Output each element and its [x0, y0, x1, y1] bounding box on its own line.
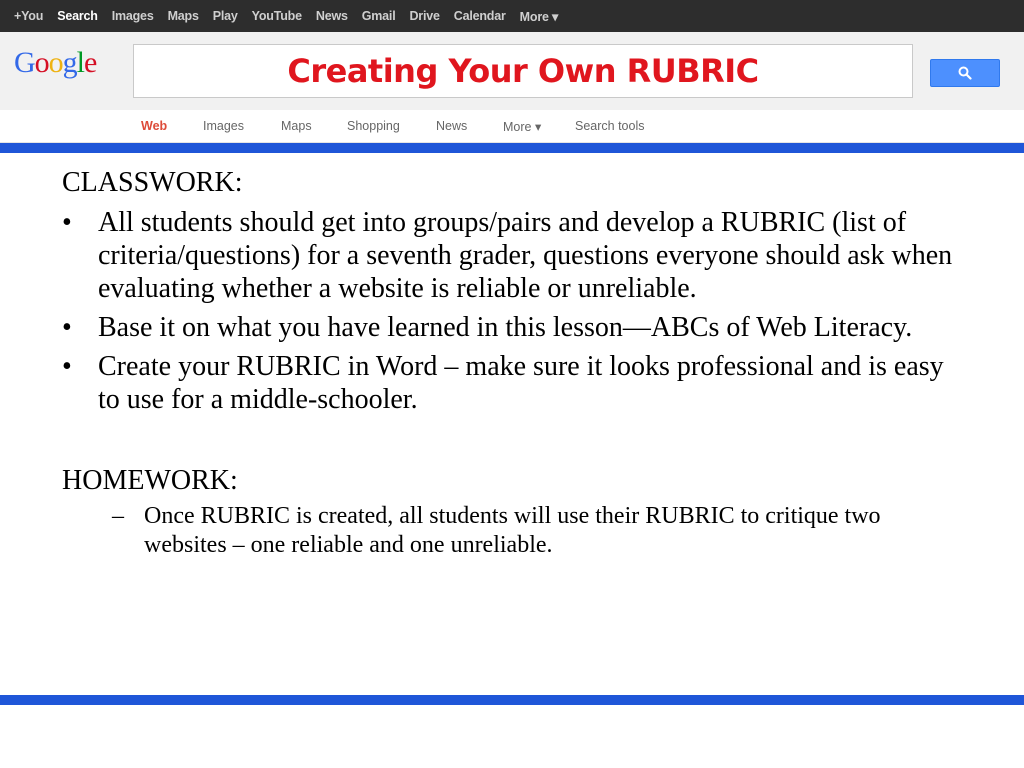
homework-item-text: Once RUBRIC is created, all students will use their RUBRIC to critique two websites – one reliable and one unreliable. — [144, 503, 881, 558]
homework-heading: HOMEWORK: — [62, 465, 238, 496]
topbar-item-play[interactable]: Play — [212, 9, 238, 23]
google-logo[interactable] — [14, 46, 96, 80]
topbar-item-more[interactable]: More ▾ — [519, 9, 559, 24]
topbar-item-search[interactable]: Search — [57, 9, 98, 23]
slide-body — [62, 166, 962, 560]
slide-title: Creating Your Own RUBRIC — [287, 52, 759, 90]
google-top-bar — [0, 0, 1024, 32]
tab-web[interactable]: Web — [141, 119, 168, 133]
bullet-marker: • — [62, 207, 72, 238]
tab-shopping[interactable]: Shopping — [347, 119, 400, 133]
bullet-marker: • — [62, 312, 72, 343]
tab-news[interactable]: News — [436, 119, 468, 133]
tab-images[interactable]: Images — [203, 119, 244, 133]
tab-search-tools[interactable]: Search tools — [575, 119, 645, 133]
tab-maps[interactable]: Maps — [281, 119, 312, 133]
list-item-text: All students should get into groups/pairs and develop a RUBRIC (list of criteria/questions) for a seventh grader, questions everyone should ask when evaluating whether a website is reliable or unreliable. — [98, 207, 953, 304]
list-item-text: Base it on what you have learned in this lesson—ABCs of Web Literacy. — [98, 312, 913, 343]
tab-more[interactable]: More ▾ — [503, 120, 542, 134]
search-input[interactable] — [133, 44, 913, 98]
topbar-item-calendar[interactable]: Calendar — [453, 9, 506, 23]
bullet-marker: • — [62, 351, 72, 382]
search-icon — [958, 66, 972, 80]
logo-letter: g — [62, 46, 77, 79]
topbar-item-news[interactable]: News — [315, 9, 348, 23]
blue-divider-bottom — [0, 695, 1024, 705]
list-item — [62, 350, 962, 416]
list-item — [62, 206, 962, 305]
logo-letter: o — [34, 46, 49, 79]
homework-item — [62, 502, 962, 560]
topbar-item-images[interactable]: Images — [111, 9, 154, 23]
search-tabs — [0, 110, 1024, 143]
blue-divider-top — [0, 143, 1024, 153]
topbar-item-you[interactable]: +You — [14, 9, 44, 23]
list-item-text: Create your RUBRIC in Word – make sure it looks professional and is easy to use for a middle-schooler. — [98, 351, 944, 415]
topbar-item-youtube[interactable]: YouTube — [251, 9, 302, 23]
logo-letter: l — [76, 46, 85, 79]
classwork-heading: CLASSWORK: — [62, 167, 243, 198]
topbar-item-drive[interactable]: Drive — [409, 9, 440, 23]
search-header — [0, 32, 1024, 111]
logo-letter: e — [84, 46, 97, 79]
topbar-item-maps[interactable]: Maps — [167, 9, 199, 23]
classwork-list — [62, 206, 962, 416]
dash-marker: – — [112, 503, 124, 529]
search-button[interactable] — [930, 59, 1000, 87]
logo-letter: G — [14, 46, 35, 79]
logo-letter: o — [48, 46, 63, 79]
list-item — [62, 311, 962, 344]
topbar-item-gmail[interactable]: Gmail — [361, 9, 396, 23]
